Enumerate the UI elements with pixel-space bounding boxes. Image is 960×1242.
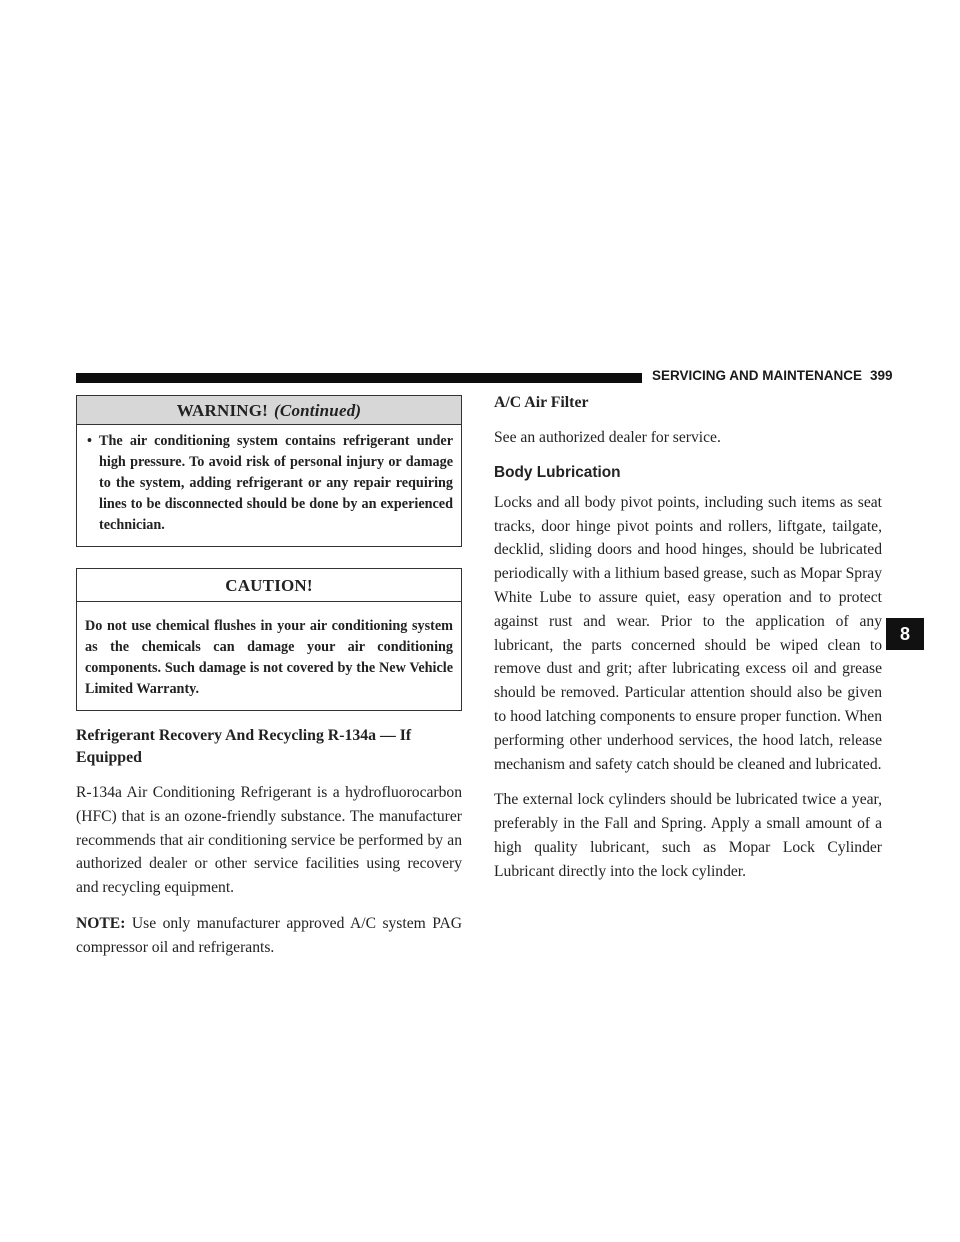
ac-filter-heading: A/C Air Filter: [494, 394, 589, 411]
warning-text: The air conditioning system contains refrigerant under high pressure. To avoid risk of personal injury or damage to the system, adding refrigerant or any repair requiring lines to be disconnected should be done by an experienced technician.: [99, 433, 453, 533]
caution-text: Do not use chemical flushes in your air conditioning system as the chemicals can damage your air conditioning components. Such damage is not covered by the New Vehicle Limited Warranty.: [85, 618, 453, 697]
note-text: Use only manufacturer approved A/C system PAG compressor oil and refrigerants.: [76, 914, 462, 956]
chapter-tab: 8: [886, 618, 924, 650]
bullet-icon: •: [87, 433, 92, 449]
caution-header: CAUTION!: [77, 569, 461, 602]
warning-continued: (Continued): [274, 401, 362, 420]
warning-box: [76, 395, 462, 547]
warning-body: [77, 425, 461, 546]
header-rule: [76, 373, 642, 383]
warning-title: WARNING!: [176, 401, 269, 420]
page-number: 399: [870, 368, 893, 383]
refrigerant-paragraph: R-134a Air Conditioning Refrigerant is a hydrofluorocarbon (HFC) that is an ozone-friendly substance. The manufacturer recommends that air conditioning service be performed by an authorized dealer or other service facilities using recovery and recycling equipment.: [76, 784, 462, 897]
section-title: SERVICING AND MAINTENANCE: [652, 368, 863, 383]
body-lubrication-heading: Body Lubrication: [494, 463, 621, 481]
warning-bullet-item: [87, 431, 453, 536]
note-label: NOTE:: [76, 914, 126, 932]
body-lubrication-paragraph-1: Locks and all body pivot points, including such items as seat tracks, door hinge pivot points and rollers, liftgate, tailgate, decklid, sliding doors and hood hinges, should be lubricated periodically with a lithium based grease, such as Mopar Spray White Lube to assure quiet, easy operation and to protect against rust and wear. Prior to the application of any lubricant, the parts concerned should be wiped clean to remove dust and grit; after lubricating excess oil and grease should be removed. Particular attention should also be given to hood latching components to ensure proper function. When performing other underhood services, the hood latch, release mechanism and safety catch should be cleaned and lubricated.: [494, 493, 883, 773]
refrigerant-heading: Refrigerant Recovery And Recycling R-134a — If Equipped: [76, 727, 412, 766]
caution-box: [76, 568, 462, 711]
running-header: [652, 368, 892, 383]
refrigerant-note: [76, 912, 462, 960]
right-column: [494, 392, 882, 884]
warning-header: [77, 396, 461, 425]
ac-filter-paragraph: See an authorized dealer for service.: [494, 429, 721, 446]
body-lubrication-paragraph-2: The external lock cylinders should be lubricated twice a year, preferably in the Fall and Spring. Apply a small amount of a high quality lubricant, such as Mopar Lock Cylinder Lubricant directly into the lock cylinder.: [494, 791, 882, 880]
left-column: [76, 395, 462, 960]
